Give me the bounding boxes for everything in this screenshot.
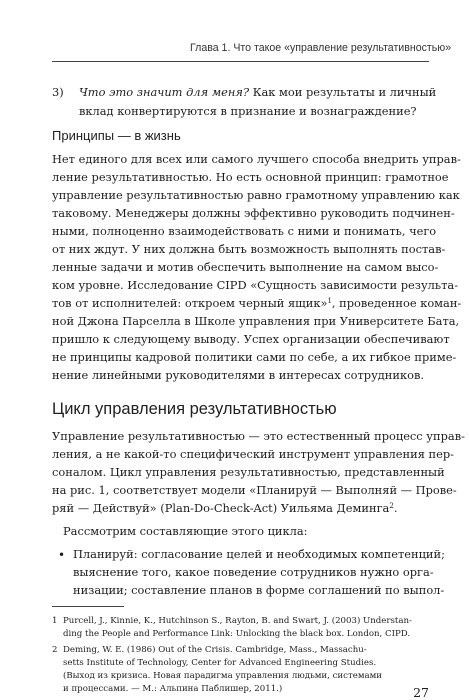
footnote-line: Purcell, J., Kinnie, K., Hutchinson S., Rayton, B. and Swart, J. (2003) Understan- — [63, 616, 412, 626]
cycle-line: на рис. 1, соответствует модели «Планируй — Выполняй — Прове- — [52, 483, 457, 497]
section-heading-principles: Принципы — в жизнь — [52, 128, 181, 143]
bullet-line: низации; составление планов в форме соглашений по выпол- — [73, 583, 445, 597]
bullet-line: Планируй: согласование целей и необходимых компетенций; — [73, 547, 445, 561]
footnote-line: (Выход из кризиса. Новая парадигма управления людьми, системами — [63, 671, 383, 681]
intro-item-line-1-rest: Как мои результаты и личный — [249, 85, 437, 99]
cycle-line: Управление результативностью — это естественный процесс управ- — [52, 429, 465, 443]
footnote-mark: 1 — [52, 616, 58, 626]
principles-line: ком уровне. Исследование CIPD «Сущность зависимости результа- — [52, 278, 459, 292]
principles-line-tail: , проведенное коман- — [331, 296, 462, 310]
principles-line: ление результативностью. Но есть основной принцип: грамотное — [52, 170, 449, 184]
principles-line: пришло к следующему выводу. Успех организации обеспечивают — [52, 332, 450, 346]
footnote-ref-1[interactable]: 1 — [327, 297, 332, 305]
footnote-mark: 2 — [52, 645, 58, 655]
running-header: Глава 1. Что такое «управление результативностью» — [190, 42, 452, 54]
intro-item-line-2: вклад конвертируются в признание и вознаграждение? — [79, 104, 417, 118]
footnote-line: и процессами. — М.: Альпина Паблишер, 2011.) — [63, 684, 283, 694]
footnote-line: ding the People and Performance Link: Unlocking the black box. London, CIPD. — [63, 629, 411, 639]
footnote-line: setts Institute of Technology, Center for Advanced Engineering Studies. — [63, 658, 377, 668]
intro-item-question: Что это значит для меня? — [79, 85, 250, 99]
cycle-line: соналом. Цикл управления результативностью, представленный — [52, 465, 445, 479]
cycle-lead-in: Рассмотрим составляющие этого цикла: — [63, 524, 308, 538]
page-number: 27 — [413, 685, 429, 700]
principles-line-text: тов от исполнителей: откроем черный ящик» — [52, 296, 328, 310]
principles-line: не принципы кадровой политики сами по себе, а их гибкое приме- — [52, 350, 457, 364]
cycle-line: ления, а не какой-то специфический инструмент управления пер- — [52, 447, 454, 461]
footnote-ref-2[interactable]: 2 — [389, 502, 394, 510]
principles-line: таковому. Менеджеры должны эффективно руководить подчинен- — [52, 206, 455, 220]
cycle-line-tail: . — [393, 501, 398, 515]
principles-line: Нет единого для всех или самого лучшего способа внедрить управ- — [52, 152, 461, 166]
principles-line: ными, полноценно взаимодействовать с ними и понимать, чего — [52, 224, 437, 238]
cycle-line-text: ряй — Действуй» (Plan-Do-Check-Act) Уильяма Деминга — [52, 501, 390, 515]
footnote-line: Deming, W. E. (1986) Out of the Crisis. Cambridge, Mass., Massachu- — [63, 645, 367, 655]
principles-line: ной Джона Парселла в Школе управления при Университете Бата, — [52, 314, 460, 328]
bullet-line: выяснение того, какое поведение сотрудников нужно орга- — [73, 565, 434, 579]
principles-line: нение линейными руководителями в интересах сотрудников. — [52, 368, 424, 382]
footnote-rule — [52, 606, 124, 607]
principles-line: управление результативностью равно грамотному управлению как — [52, 188, 460, 202]
bullet-icon: • — [58, 548, 66, 562]
intro-item-number: 3) — [52, 85, 64, 99]
principles-line: от них ждут. У них должна быть возможность выполнять постав- — [52, 242, 446, 256]
section-heading-cycle: Цикл управления результативностью — [52, 400, 337, 418]
principles-line: ленные задачи и мотив обеспечить выполнение на самом высо- — [52, 260, 439, 274]
